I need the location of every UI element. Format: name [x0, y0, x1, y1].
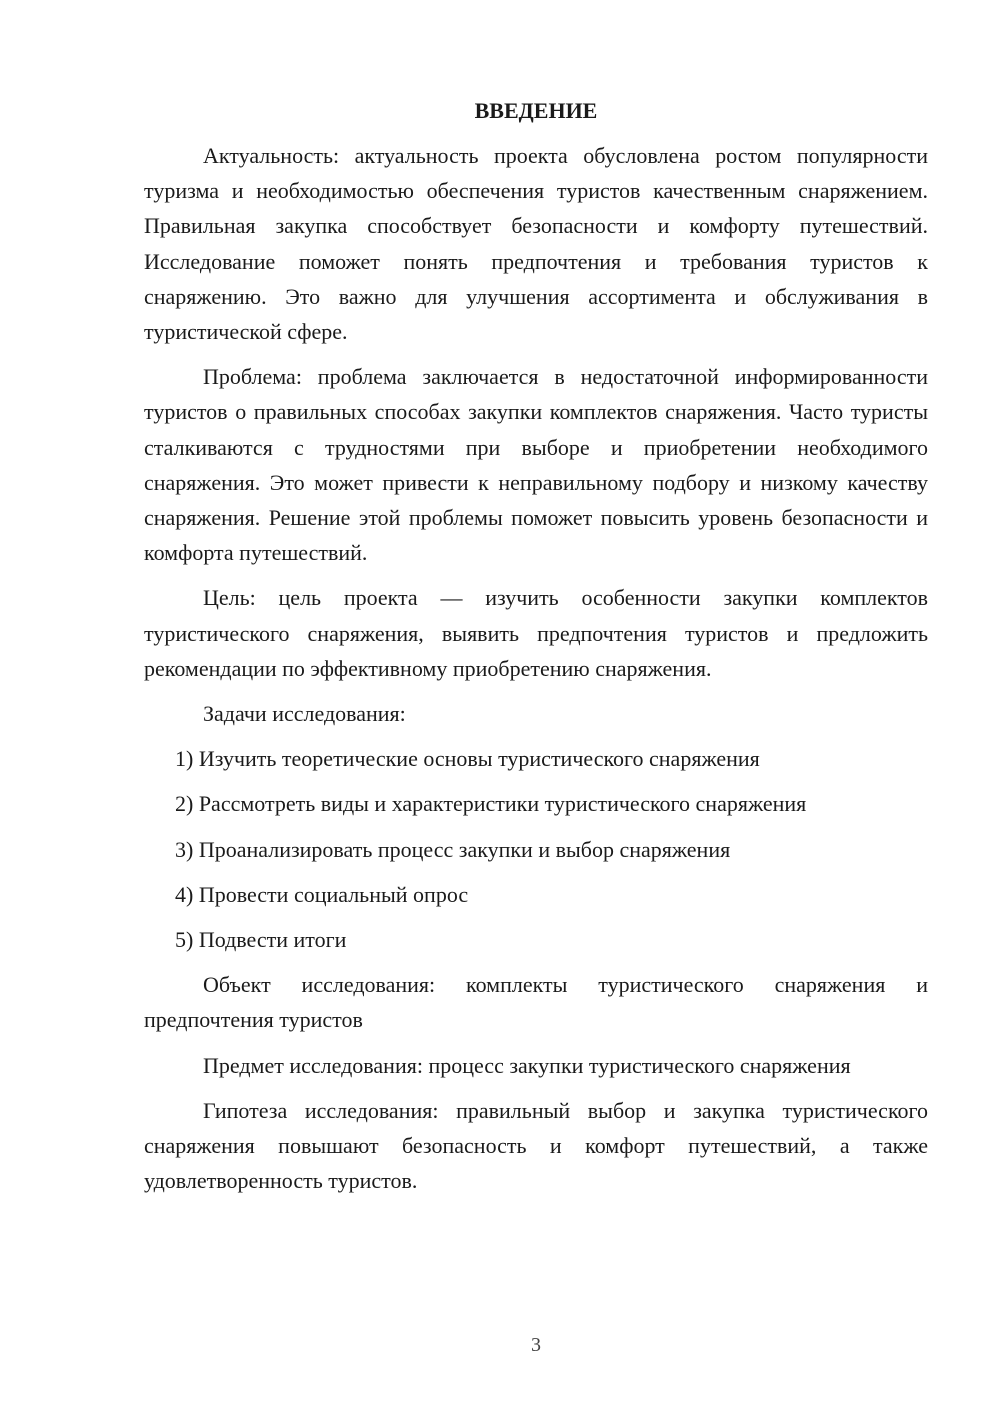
page-number: 3 [531, 1334, 541, 1356]
tasks-heading: Задачи исследования: [203, 701, 406, 727]
list-item: 2) Рассмотреть виды и характеристики туристического снаряжения [175, 791, 807, 817]
goal-paragraph: Цель: цель проекта — изучить особенности закупки комплектов туристического снаряжения, выявить предпочтения туристов и предложить рекомендации по эффективному приобретению снаряжения. [144, 585, 928, 681]
document-page [144, 96, 928, 1208]
relevance-paragraph: Актуальность: актуальность проекта обусловлена ростом популярности туризма и необходимостью обеспечения туристов качественным снаряжением. Правильная закупка способствует безопасности и комфорту путешествий. Исследование поможет понять предпочтения и требования туристов к снаряжению. Это важно для улучшения ассортимента и обслуживания в туристической сфере. [144, 143, 928, 345]
object-paragraph: Объект исследования: комплекты туристического снаряжения и предпочтения туристов [144, 972, 928, 1033]
hypothesis-paragraph: Гипотеза исследования: правильный выбор и закупка туристического снаряжения повышают безопасность и комфорт путешествий, а также удовлетворенность туристов. [144, 1097, 928, 1194]
list-item: 1) Изучить теоретические основы туристического снаряжения [175, 746, 760, 772]
list-item: 5) Подвести итоги [175, 927, 347, 953]
tasks-list [144, 741, 928, 957]
problem-paragraph: Проблема: проблема заключается в недостаточной информированности туристов о правильных способах закупки комплектов снаряжения. Часто туристы сталкиваются с трудностями при выборе и приобретении необходимого снаряжения. Это может привести к неправильному подбору и низкому качеству снаряжения. Решение этой проблемы поможет повысить уровень безопасности и комфорта путешествий. [144, 364, 928, 566]
list-item: 3) Проанализировать процесс закупки и выбор снаряжения [175, 836, 731, 862]
list-item: 4) Провести социальный опрос [175, 881, 469, 907]
subject-paragraph: Предмет исследования: процесс закупки туристического снаряжения [203, 1052, 851, 1078]
page-title: ВВЕДЕНИЕ [474, 98, 598, 123]
